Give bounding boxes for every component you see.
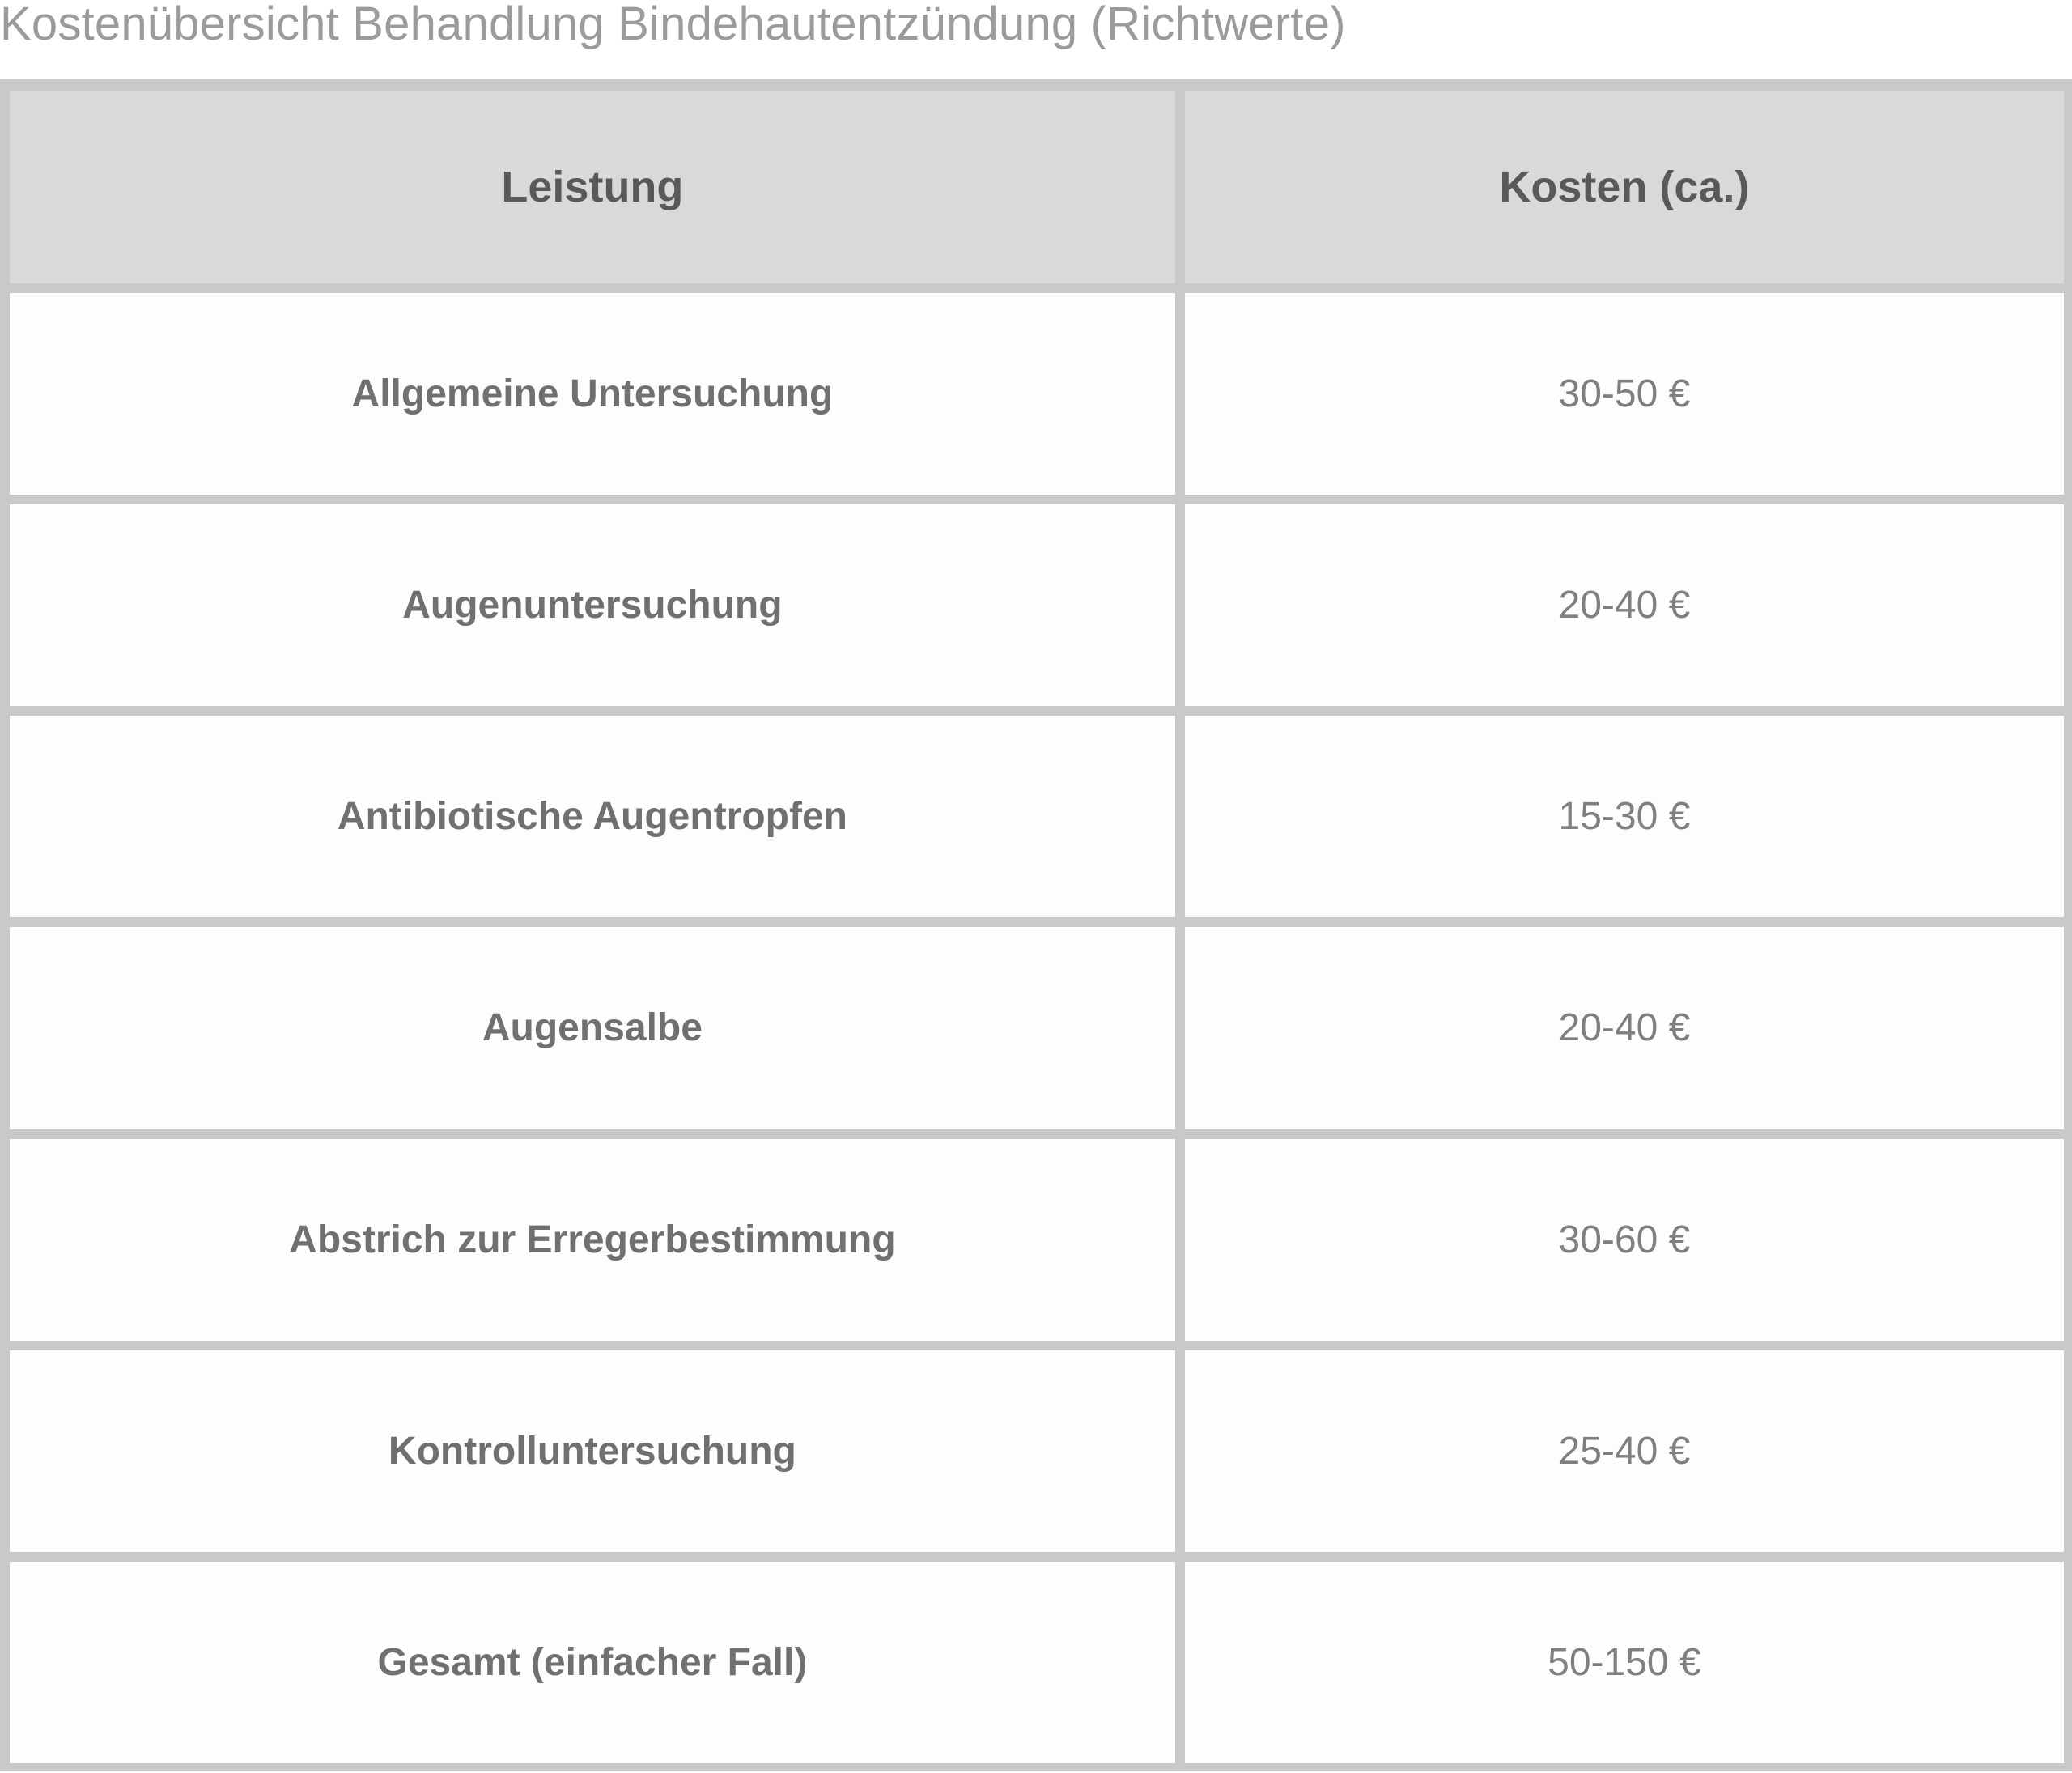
cost-table-container [0, 79, 2072, 1771]
table-row [10, 293, 2064, 495]
page-title: Kostenübersicht Behandlung Bindehautentzündung (Richtwerte) [0, 0, 1346, 50]
service-cell: Abstrich zur Erregerbestimmung [10, 1139, 1175, 1341]
table-row [10, 1139, 2064, 1341]
cost-cell: 20-40 € [1185, 504, 2064, 706]
table-row [10, 1350, 2064, 1552]
table-row-total [10, 1562, 2064, 1763]
cost-table [0, 81, 2072, 1773]
cost-cell: 30-50 € [1185, 293, 2064, 495]
cost-cell: 30-60 € [1185, 1139, 2064, 1341]
table-row [10, 504, 2064, 706]
cost-cell: 20-40 € [1185, 927, 2064, 1129]
service-cell: Allgemeine Untersuchung [10, 293, 1175, 495]
cost-cell: 15-30 € [1185, 716, 2064, 917]
service-cell: Augensalbe [10, 927, 1175, 1129]
service-cell: Augenuntersuchung [10, 504, 1175, 706]
column-header-service: Leistung [10, 91, 1175, 283]
column-header-cost: Kosten (ca.) [1185, 91, 2064, 283]
cost-cell-total: 50-150 € [1185, 1562, 2064, 1763]
table-row [10, 716, 2064, 917]
cost-cell: 25-40 € [1185, 1350, 2064, 1552]
service-cell-total: Gesamt (einfacher Fall) [10, 1562, 1175, 1763]
service-cell: Antibiotische Augentropfen [10, 716, 1175, 917]
table-row [10, 927, 2064, 1129]
service-cell: Kontrolluntersuchung [10, 1350, 1175, 1552]
table-header-row [10, 91, 2064, 283]
